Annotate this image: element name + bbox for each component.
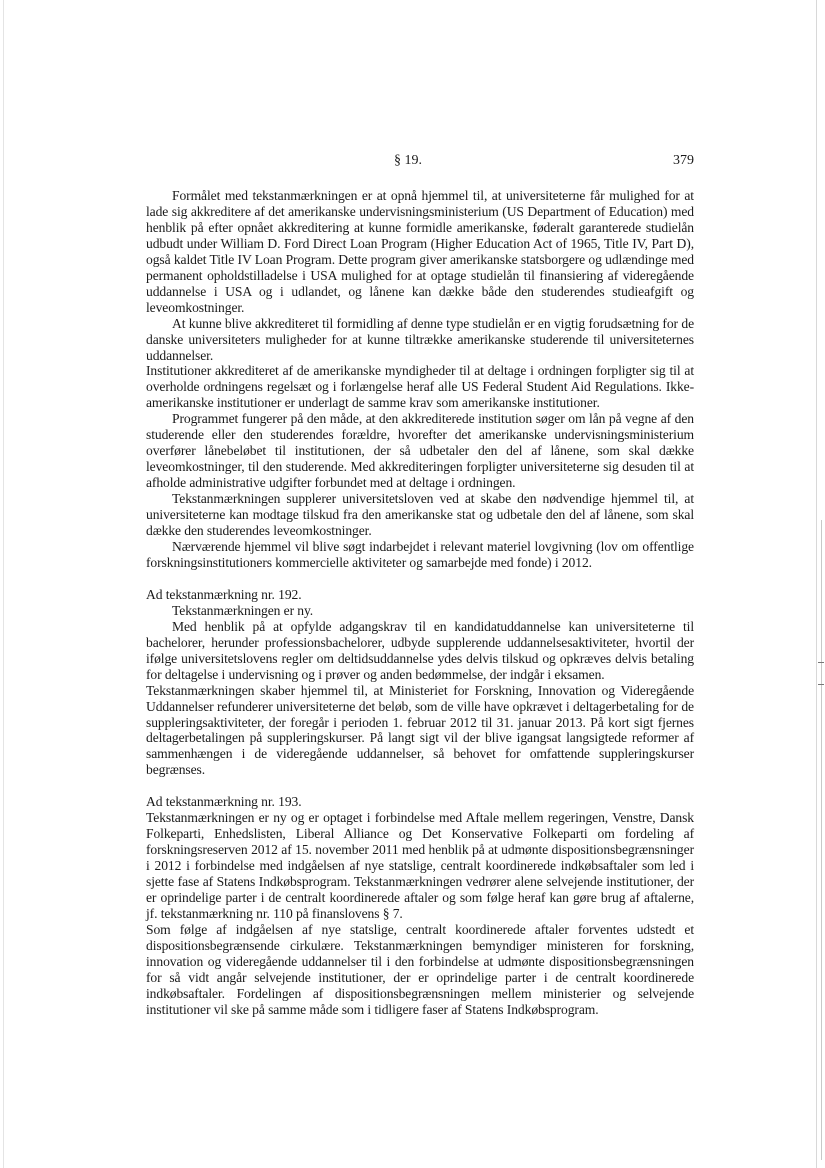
scan-edge-right-inner — [821, 520, 822, 1160]
paragraph: Som følge af indgåelsen af nye statslige, centralt koordinerede aftaler forventes udstedt et dispositionsbegrænsende cirkulære. Tekstanmærkningen bemyndiger ministeren for forskning, innovation og videregående uddannelser til i den forbindelse at udmønte dispositionsbegrænsningen for så vidt angår selvejende institutioner, der er oprindelige parter i de centralt koordinerede indkøbsaftaler. Fordelingen af dispositionsbegrænsningen mellem ministerier og selvejende institutioner vil ske på samme måde som i tidligere faser af Statens Indkøbsprogram. — [146, 921, 694, 1017]
page-body — [146, 188, 694, 1018]
paragraph: Tekstanmærkningen er ny og er optaget i forbindelse med Aftale mellem regeringen, Venstre, Dansk Folkeparti, Enhedslisten, Liberal Alliance og Det Konservative Folkeparti om fordeling af forskningsreserven 2012 af 15. november 2011 med henblik på at udmønte dispositionsbegrænsninger i 2012 i forbindelse med indgåelsen af nye statslige, centralt koordinerede indkøbsaftaler som led i sjette fase af Statens Indkøbsprogram. Tekstanmærkningen vedrører alene selvejende institutioner, der er oprindelige parter i de centralt koordinerede aftaler og som følge heraf kan gøre brug af aftalerne, jf. tekstanmærkning nr. 110 på finanslovens § 7. — [146, 810, 694, 921]
paragraph: Tekstanmærkningen er ny. — [172, 602, 314, 618]
page-header — [146, 153, 694, 171]
scan-mark — [818, 684, 824, 685]
paragraph: Tekstanmærkningen supplerer universitetsloven ved at skabe den nødvendige hjemmel til, at universiteterne kan modtage tilskud fra den amerikanske stat og udbetale den del af lånene, som skal dække den studerendes leveomkostninger. — [146, 491, 694, 539]
scan-edge-left — [3, 0, 4, 1168]
paragraph: Nærværende hjemmel vil blive søgt indarbejdet i relevant materiel lovgivning (lov om offentlige forskningsinstitutioners kommercielle aktiviteter og samarbejde med fonde) i 2012. — [146, 538, 694, 570]
page-number: 379 — [673, 153, 694, 168]
paragraph: Formålet med tekstanmærkningen er at opnå hjemmel til, at universiteterne får mulighed for at lade sig akkreditere af det amerikanske undervisningsministerium (US Department of Education) med henblik på efter opnået akkreditering at kunne formidle amerikanske, føderalt garanterede studielån udbudt under William D. Ford Direct Loan Program (Higher Education Act of 1965, Title IV, Part D), også kaldet Title IV Loan Program. Dette program giver amerikanske statsborgere og udlændinge med permanent opholdstilladelse i USA mulighed for at optage studielån til finansiering af videregående uddannelse i USA og i udlandet, og lånene kan dække både den studerendes studieafgift og leveomkostninger. — [146, 188, 694, 315]
paragraph: Institutioner akkrediteret af de amerikanske myndigheder til at deltage i ordningen forpligter sig til at overholde ordningens regelsæt og i forlængelse heraf alle US Federal Student Aid Regulations. Ikke-amerikanske institutioner er underlagt de samme krav som amerikanske institutioner. — [146, 363, 694, 411]
section-number: § 19. — [394, 153, 422, 168]
section-heading: Ad tekstanmærkning nr. 193. — [146, 794, 302, 810]
paragraph: Tekstanmærkningen skaber hjemmel til, at Ministeriet for Forskning, Innovation og Videregående Uddannelser refunderer universiteterne det beløb, som de ville have opkrævet i deltagerbetaling for de suppleringsaktiviteter, der foregår i perioden 1. februar 2012 til 31. januar 2013. På kort sigt fjernes deltagerbetalingen på suppleringskurser. På langt sigt vil der blive igangsat langsigtede reformer af sammenhængen i de videregående uddannelser, så behovet for omfattende suppleringskurser begrænses. — [146, 682, 694, 778]
paragraph: Med henblik på at opfylde adgangskrav til en kandidatuddannelse kan universiteterne til bachelorer, herunder professionsbachelorer, udbyde supplerende uddannelsesaktiviteter, hvortil der ifølge universitetslovens regler om deltidsuddannelse ydes delvis tilskud og opkræves delvis betaling for deltagelse i undervisning og i prøver og anden bedømmelse, der indgår i eksamen. — [146, 618, 694, 682]
scan-mark — [818, 662, 824, 663]
section-heading: Ad tekstanmærkning nr. 192. — [146, 586, 302, 602]
paragraph: Programmet fungerer på den måde, at den akkrediterede institution søger om lån på vegne af den studerende eller den studerendes forældre, hvorefter det amerikanske undervisningsministerium overfører lånebeløbet til institutionen, der så udbetaler den del af lånene, som skal dække leveomkostninger, til den studerende. Med akkrediteringen forpligter universiteterne sig desuden til at afholde administrative udgifter forbundet med at deltage i ordningen. — [146, 411, 694, 491]
scan-edge-right — [816, 0, 817, 1168]
paragraph: At kunne blive akkrediteret til formidling af denne type studielån er en vigtig forudsætning for de danske universiteters muligheder for at kunne tiltrække amerikanske studerende til universiteternes uddannelser. — [146, 315, 694, 363]
